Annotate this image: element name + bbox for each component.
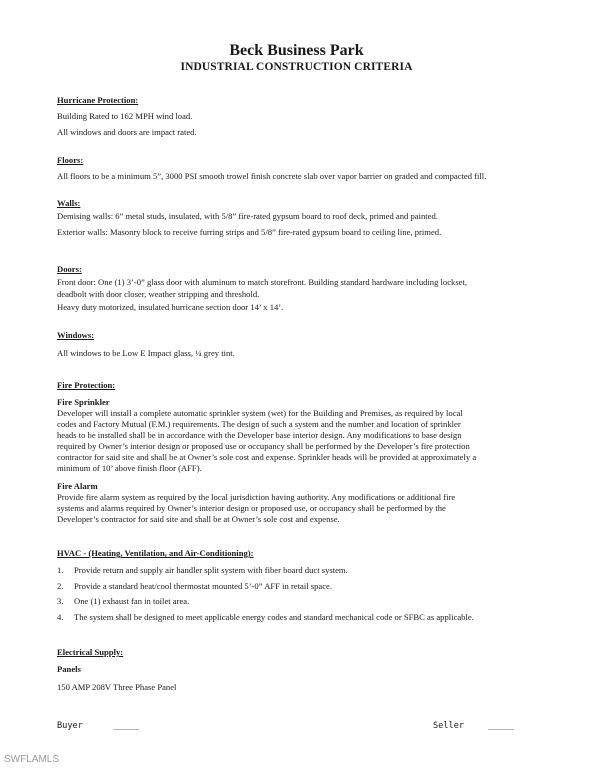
fire-sprinkler-line-3: heads to be installed shall be in accordance with the Developer base interior design. Any modifications to base design: [57, 430, 462, 440]
list-number: 4.: [57, 611, 64, 622]
panels-heading: Panels: [57, 664, 81, 674]
fire-alarm-line-2: systems and alarms required by Owner’s interior design or proposed use, or occupancy shall be performed by the: [57, 503, 446, 513]
hvac-list: [57, 565, 474, 627]
buyer-label: Buyer: [57, 721, 83, 731]
fire-sprinkler-line-5: contractor for said site and shall be at Owner’s sole cost and expense. Sprinkler heads will be provided at approximately a: [57, 452, 477, 462]
fire-sprinkler-line-1: Developer will install a complete automatic sprinkler system (wet) for the Building and Premises, as required by local: [57, 408, 463, 418]
fire-sprinkler-line-4: required by Owner’s interior design or proposed use or occupancy shall be performed by the Developer’s fire protection: [57, 441, 470, 451]
walls-line-1: Demising walls: 6” metal studs, insulated, with 5/8” fire-rated gypsum board to roof deck, primed and painted.: [57, 211, 438, 221]
seller-signature: [433, 721, 514, 731]
hvac-heading: HVAC - (Heating, Ventilation, and Air-Conditioning):: [57, 548, 254, 558]
list-item: [57, 565, 474, 581]
electrical-heading: Electrical Supply:: [57, 647, 124, 657]
walls-line-2: Exterior walls: Masonry block to receive furring strips and 5/8” fire-rated gypsum board to ceiling line, primed.: [57, 227, 442, 237]
hurricane-line-1: Building Rated to 162 MPH wind load.: [57, 111, 193, 121]
floors-heading: Floors:: [57, 155, 84, 165]
list-number: 2.: [57, 580, 64, 591]
list-item: [57, 612, 474, 628]
fire-alarm-line-3: Developer’s contractor for said site and shall be at Owner’s sole cost and expense.: [57, 514, 340, 524]
fire-sprinkler-line-6: minimum of 10’ above finish floor (AFF).: [57, 463, 202, 473]
doors-line-1: Front door: One (1) 3’-0” glass door with aluminum to match storefront. Building standard hardware including lockset,: [57, 277, 468, 287]
document-title: Beck Business Park: [229, 42, 364, 59]
list-number: 3.: [57, 596, 64, 606]
fire-protection-heading: Fire Protection:: [57, 380, 116, 390]
fire-sprinkler-line-2: codes and Factory Mutual (F.M.) requirements. The design of such a system and the number and location of sprinkler: [57, 419, 461, 429]
doors-heading: Doors:: [57, 264, 82, 274]
hurricane-heading: Hurricane Protection:: [57, 95, 139, 105]
seller-line: _____: [488, 721, 515, 731]
fire-sprinkler-heading: Fire Sprinkler: [57, 397, 110, 407]
buyer-signature: [57, 721, 139, 731]
hurricane-line-2: All windows and doors are impact rated.: [57, 127, 197, 137]
floors-line-1: All floors to be a minimum 5”, 3000 PSI smooth trowel finish concrete slab over vapor barrier on graded and compacted fill.: [57, 171, 487, 181]
windows-line-1: All windows to be Low E Impact glass, ¼ grey tint.: [57, 348, 235, 358]
fire-alarm-heading: Fire Alarm: [57, 481, 98, 491]
list-text: One (1) exhaust fan in toilet area.: [74, 596, 190, 606]
panels-line-1: 150 AMP 208V Three Phase Panel: [57, 682, 177, 692]
list-text: The system shall be designed to meet applicable energy codes and standard mechanical code or SFBC as applicable.: [74, 611, 474, 622]
watermark: SWFLAMLS: [4, 754, 60, 765]
list-text: Provide a standard heat/cool thermostat mounted 5’-0” AFF in retail space.: [74, 580, 332, 591]
walls-heading: Walls:: [57, 198, 81, 208]
list-item: [57, 581, 474, 597]
doors-line-2: deadbolt with door closer, weather stripping and threshold.: [57, 289, 260, 299]
fire-alarm-line-1: Provide fire alarm system as required by the local jurisdiction having authority. Any modifications or additional fire: [57, 492, 456, 502]
windows-heading: Windows:: [57, 330, 95, 340]
list-item: [57, 596, 474, 612]
list-number: 1.: [57, 565, 64, 575]
document-subtitle: INDUSTRIAL CONSTRUCTION CRITERIA: [180, 61, 413, 73]
list-text: Provide return and supply air handler split system with fiber board duct system.: [74, 565, 348, 575]
seller-label: Seller: [433, 721, 465, 731]
buyer-line: _____: [113, 721, 140, 731]
doors-line-3: Heavy duty motorized, insulated hurricane section door 14’ x 14’.: [57, 302, 284, 312]
